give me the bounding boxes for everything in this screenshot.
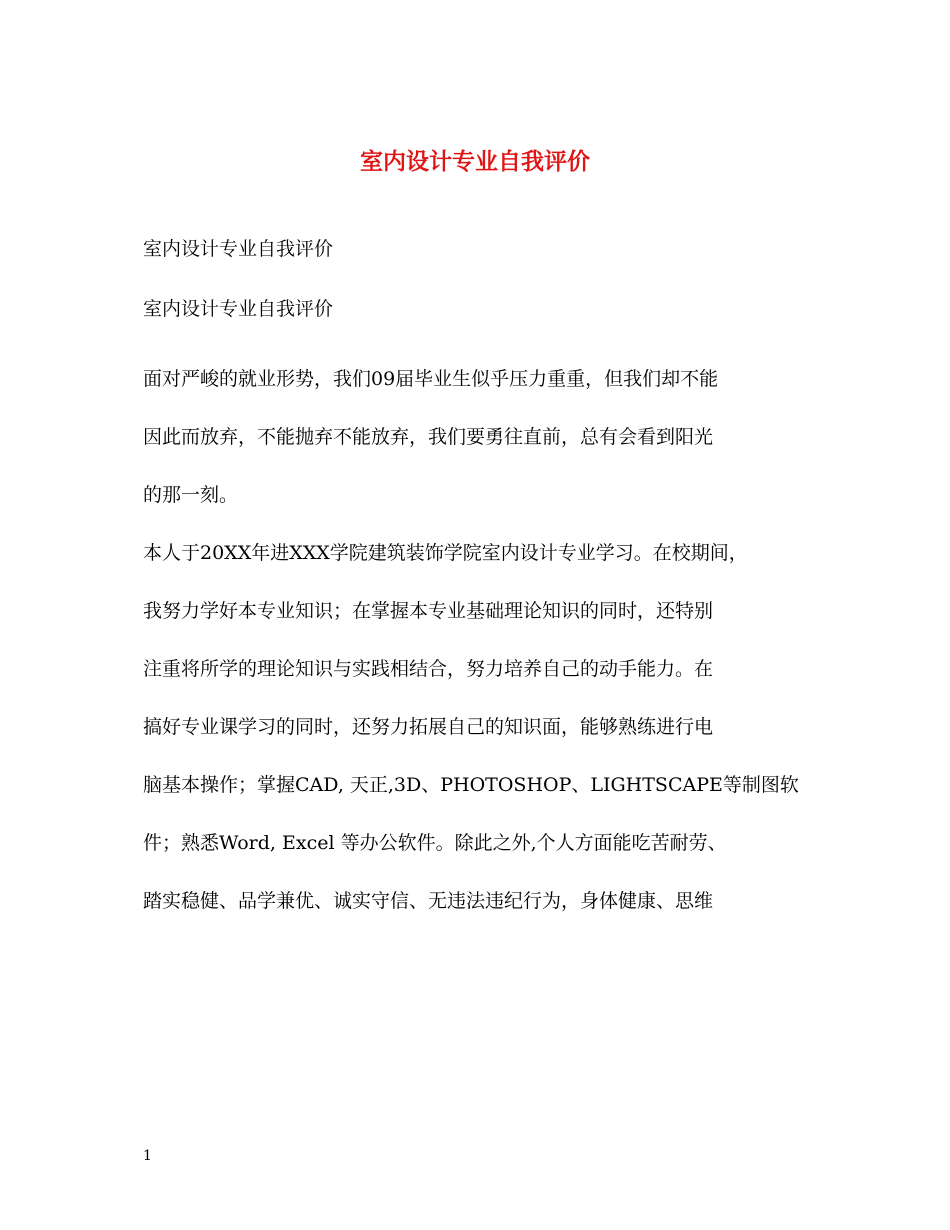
paragraph-line: 因此而放弃，不能抛弃不能放弃，我们要勇往直前，总有会看到阳光 bbox=[143, 426, 714, 448]
paragraph-line: 我努力学好本专业知识；在掌握本专业基础理论知识的同时，还特别 bbox=[143, 600, 714, 622]
paragraph-line: 注重将所学的理论知识与实践相结合，努力培养自己的动手能力。在 bbox=[143, 658, 714, 680]
document-body bbox=[143, 230, 823, 930]
subtitle-line: 室内设计专业自我评价 bbox=[143, 298, 334, 320]
paragraph-line: 面对严峻的就业形势，我们09届毕业生似乎压力重重，但我们却不能 bbox=[143, 368, 719, 390]
subtitle-line: 室内设计专业自我评价 bbox=[143, 238, 334, 260]
page-number: 1 bbox=[143, 1148, 152, 1164]
document-title: 室内设计专业自我评价 bbox=[360, 148, 590, 175]
paragraph-line: 脑基本操作；掌握CAD, 天正,3D、PHOTOSHOP、LIGHTSCAPE等制图软 bbox=[143, 774, 799, 796]
paragraph-line: 搞好专业课学习的同时，还努力拓展自己的知识面，能够熟练进行电 bbox=[143, 716, 714, 738]
paragraph-line: 踏实稳健、品学兼优、诚实守信、无违法违纪行为，身体健康、思维 bbox=[143, 890, 714, 912]
paragraph-line: 本人于20XX年进XXX学院建筑装饰学院室内设计专业学习。在校期间， bbox=[143, 542, 748, 564]
paragraph-line: 件；熟悉Word, Excel 等办公软件。除此之外,个人方面能吃苦耐劳、 bbox=[143, 832, 727, 854]
paragraph-line: 的那一刻。 bbox=[143, 484, 239, 506]
